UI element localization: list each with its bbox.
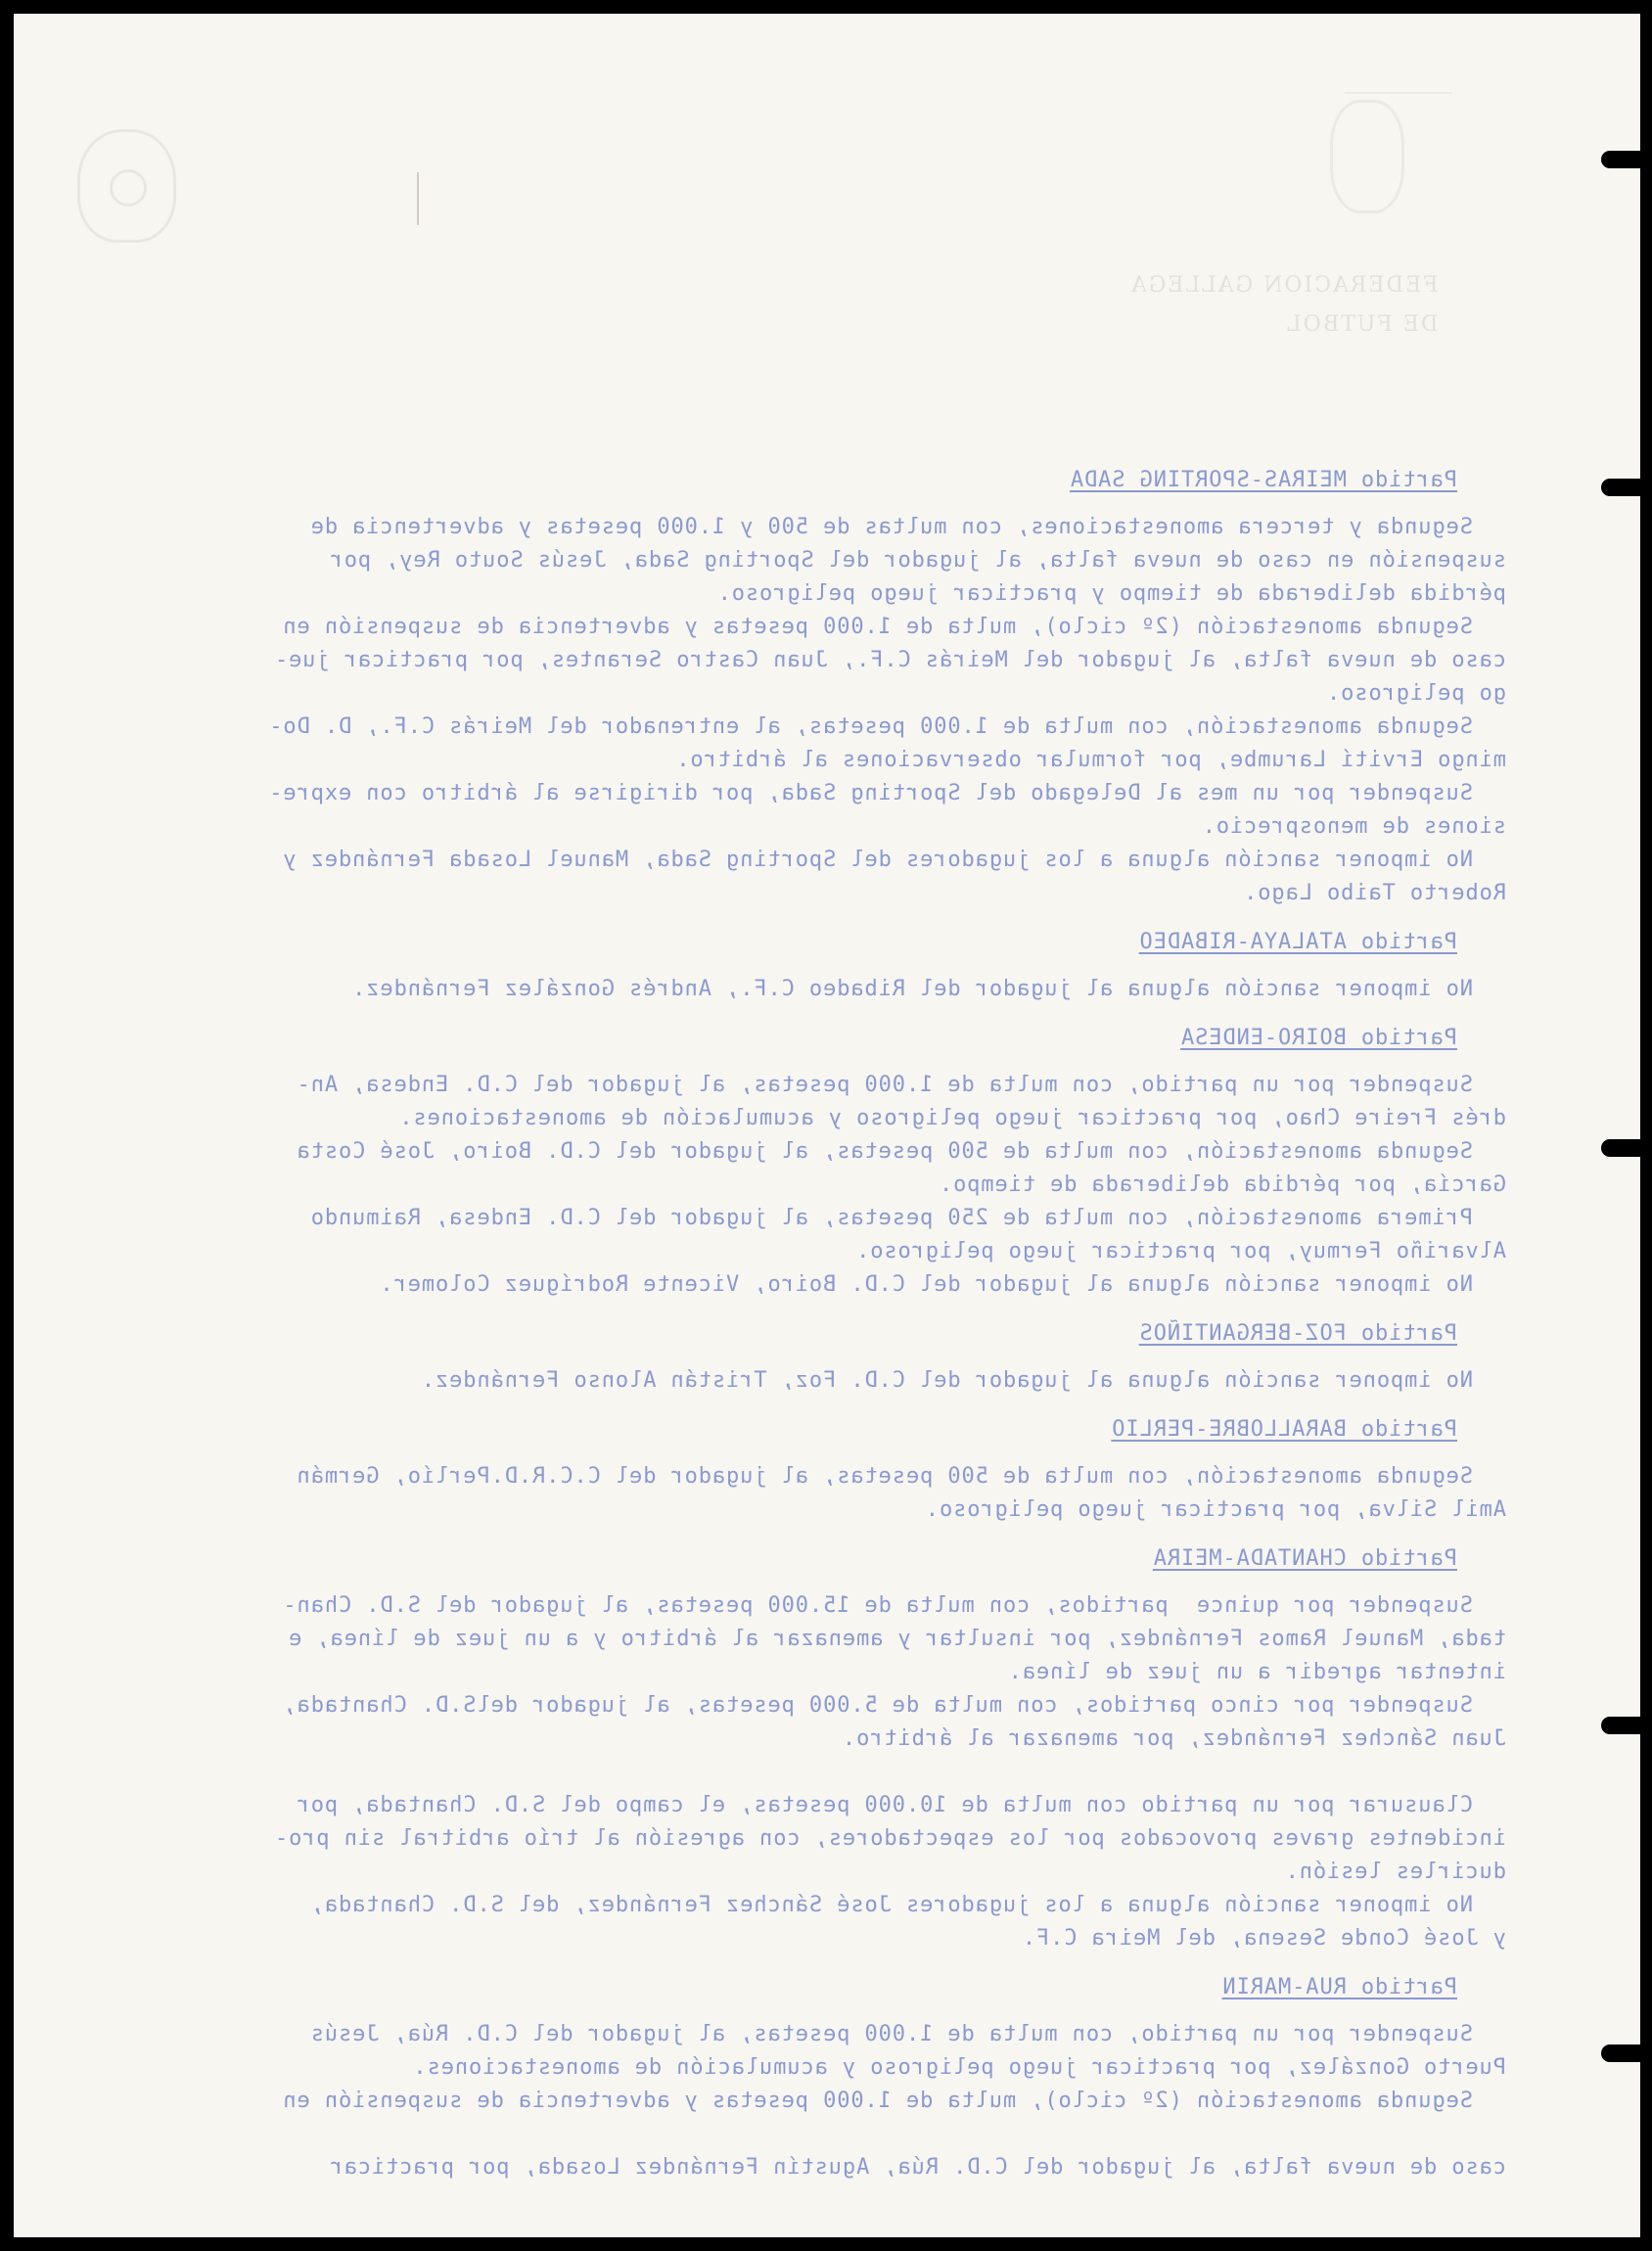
text-line: Segunda amonestación, con multa de 500 pesetas, al jugador del C.D. Boiro, José Costa xyxy=(296,1139,1473,1164)
match-heading: Partido RUA-MARIN xyxy=(1221,1975,1457,1999)
match-heading: Partido ATALAYA-RIBADEO xyxy=(1138,930,1457,954)
text-line: caso de nueva falta, al jugador del Meirás C.F., Juan Castro Serantes, por practicar jue- xyxy=(274,648,1506,672)
match-section xyxy=(53,1971,1506,2184)
text-line: Roberto Taibo Lago. xyxy=(1243,881,1506,905)
binding-hole xyxy=(1601,1717,1640,1734)
text-line: No imponer sanción alguna a los jugadores del Sporting Sada, Manuel Losada Fernández y xyxy=(282,848,1473,872)
text-line: siones de menosprecio. xyxy=(1201,814,1506,839)
text-line: Suspender por un partido, con multa de 1.000 pesetas, al jugador del C.D. Rúa, Jesús xyxy=(309,2022,1473,2046)
text-line: Segunda amonestación, con multa de 1.000 pesetas, al entrenador del Meirás C.F., D. Do- xyxy=(268,714,1473,739)
text-line: Clausurar por un partido con multa de 10.000 pesetas, el campo del S.D. Chantada, por xyxy=(296,1793,1473,1817)
match-heading: Partido MEIRAS-SPORTING SADA xyxy=(1069,468,1457,492)
match-heading: Partido BARALLOBRE-PERLIO xyxy=(1111,1417,1457,1442)
show-through-rule xyxy=(1345,92,1452,94)
show-through-mark xyxy=(417,172,419,225)
binding-hole xyxy=(1601,479,1640,496)
text-line: No imponer sanción alguna al jugador del C.D. Boiro, Vicente Rodríguez Colomer. xyxy=(379,1272,1473,1297)
match-section xyxy=(53,1022,1506,1302)
text-line: Suspender por cinco partidos, con multa de 5.000 pesetas, al jugador delS.D. Chantada, xyxy=(282,1693,1473,1718)
mirrored-typed-text xyxy=(53,464,1506,2200)
text-line: Segunda amonestación, con multa de 500 pesetas, al jugador del C.C.R.D.Perlío, Germán xyxy=(296,1464,1473,1489)
text-line: Suspender por un partido, con multa de 1.000 pesetas, al jugador del C.D. Endesa, An- xyxy=(296,1073,1473,1097)
binding-hole xyxy=(1601,2044,1640,2062)
text-line: Puerto González, por practicar juego peligroso y acumulación de amonestaciones. xyxy=(412,2055,1506,2080)
document-sheet xyxy=(14,14,1640,2237)
text-line: mingo Ervití Larumbe, por formular observaciones al árbitro. xyxy=(675,748,1506,772)
text-line: incidentes graves provocados por los espectadores, con agresión al trío arbitral sin pro- xyxy=(274,1826,1506,1851)
text-line: intentar agredir a un juez de línea. xyxy=(1007,1660,1506,1684)
text-line: y José Conde Sesena, del Meira C.F. xyxy=(1021,1926,1506,1951)
text-line: Suspender por quince partidos, con multa de 15.000 pesetas, al jugador del S.D. Chan- xyxy=(282,1593,1473,1618)
show-through-letterhead: FEDERACION GALLEGA DE FUTBOL xyxy=(1129,273,1439,337)
text-line xyxy=(53,2118,1506,2151)
text-line: Amil Silva, por practicar juego peligroso. xyxy=(924,1497,1506,1522)
match-section xyxy=(53,1317,1506,1398)
text-line: tada, Manuel Ramos Fernández, por insultar y amenazar al árbitro y a un juez de línea, e xyxy=(288,1627,1506,1651)
text-line: No imponer sanción alguna a los jugadores José Sánchez Fernández, del S.D. Chantada, xyxy=(309,1893,1473,1917)
text-line: ducirles lesión. xyxy=(1284,1860,1506,1884)
text-line: Suspender por un mes al Delegado del Sporting Sada, por dirigirse al árbitro con expre- xyxy=(268,781,1473,805)
match-section xyxy=(53,464,1506,910)
match-section xyxy=(53,1413,1506,1527)
text-line: Segunda amonestación (2º ciclo), multa de 1.000 pesetas y advertencia de suspensión en xyxy=(282,2089,1473,2113)
text-line xyxy=(53,1756,1506,1789)
match-section xyxy=(53,926,1506,1006)
binding-hole xyxy=(1601,151,1640,168)
text-line: caso de nueva falta, al jugador del C.D. Rúa, Agustín Fernández Losada, por practicar xyxy=(329,2155,1506,2180)
text-line: Primera amonestación, con multa de 250 pesetas, al jugador del C.D. Endesa, Raimundo xyxy=(309,1206,1473,1230)
match-heading: Partido CHANTADA-MEIRA xyxy=(1152,1546,1457,1571)
text-line: No imponer sanción alguna al jugador del C.D. Foz, Tristán Alonso Fernández. xyxy=(420,1368,1473,1393)
text-line: drés Freire Chao, por practicar juego peligroso y acumulación de amonestaciones. xyxy=(398,1106,1506,1130)
match-heading: Partido FOZ-BERGANTIÑOS xyxy=(1138,1321,1457,1346)
text-line: No imponer sanción alguna al jugador del Ribadeo C.F., Andrés González Fernández. xyxy=(351,977,1473,1001)
text-line: Alvariño Fermuy, por practicar juego peligroso. xyxy=(855,1239,1506,1263)
match-section xyxy=(53,1542,1506,1955)
show-through-crest xyxy=(1330,100,1404,213)
text-line: Segunda y tercera amonestaciones, con multas de 500 y 1.000 pesetas y advertencia de xyxy=(309,515,1473,539)
text-line: suspensión en caso de nueva falta, al jugador del Sporting Sada, Jesús Souto Rey, por xyxy=(329,548,1506,573)
text-line: Segunda amonestación (2º ciclo), multa de 1.000 pesetas y advertencia de suspensión en xyxy=(282,615,1473,639)
show-through-seal xyxy=(77,129,176,243)
text-line: Juan Sánchez Fernández, por amenazar al árbitro. xyxy=(842,1726,1506,1751)
text-line: pérdida deliberada de tiempo y practicar juego peligroso. xyxy=(716,581,1506,606)
match-heading: Partido BOIRO-ENDESA xyxy=(1180,1026,1457,1050)
text-line: go peligroso. xyxy=(1326,681,1506,706)
binding-hole xyxy=(1601,1139,1640,1157)
text-line: García, por pérdida deliberada de tiempo. xyxy=(939,1172,1506,1197)
